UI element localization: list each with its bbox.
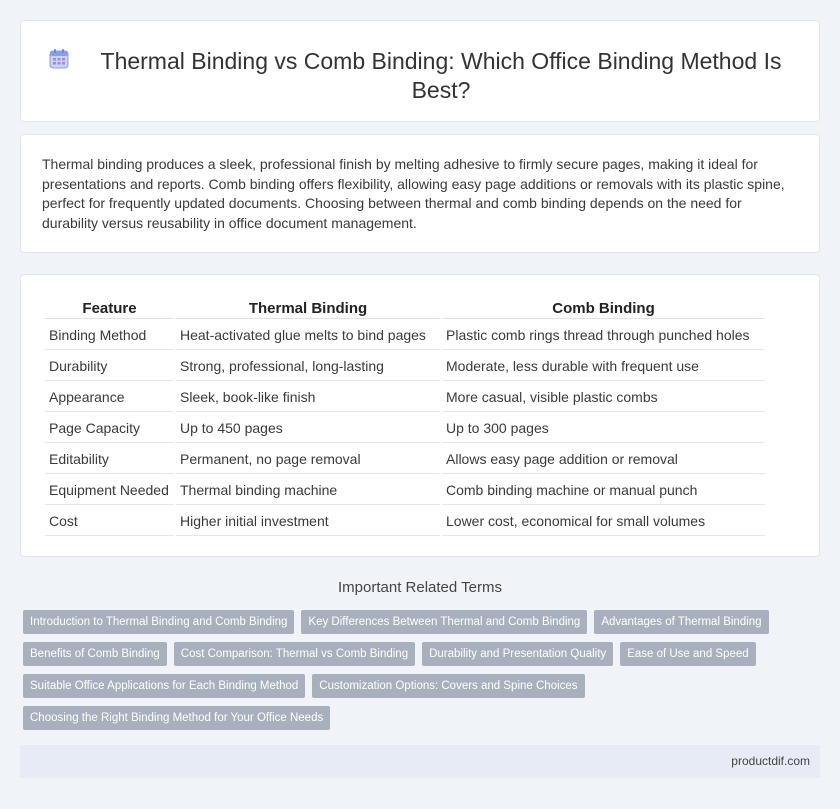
thermal-cell: Heat-activated glue melts to bind pages [176, 321, 440, 350]
page-title: Thermal Binding vs Comb Binding: Which Office Binding Method Is Best? [100, 48, 782, 103]
comb-cell: Lower cost, economical for small volumes [442, 507, 765, 536]
description-card [20, 134, 820, 253]
comb-cell: Up to 300 pages [442, 414, 765, 443]
column-header: Comb Binding [442, 299, 765, 319]
comparison-table [43, 297, 767, 538]
related-terms-tags [23, 610, 813, 738]
tag-row [23, 674, 813, 698]
related-term-tag[interactable]: Cost Comparison: Thermal vs Comb Binding [174, 642, 415, 666]
related-term-tag[interactable]: Ease of Use and Speed [620, 642, 755, 666]
feature-cell: Durability [45, 352, 174, 381]
column-header: Thermal Binding [176, 299, 440, 319]
feature-cell: Page Capacity [45, 414, 174, 443]
comb-cell: Moderate, less durable with frequent use [442, 352, 765, 381]
site-credit: productdif.com [731, 754, 810, 768]
tag-row [23, 706, 813, 730]
thermal-cell: Thermal binding machine [176, 476, 440, 505]
calendar-icon [48, 48, 70, 70]
table-row [45, 383, 765, 412]
related-term-tag[interactable]: Advantages of Thermal Binding [594, 610, 768, 634]
comparison-card [20, 274, 820, 557]
related-term-tag[interactable]: Durability and Presentation Quality [422, 642, 613, 666]
feature-cell: Cost [45, 507, 174, 536]
tag-row [23, 610, 813, 634]
comb-cell: Comb binding machine or manual punch [442, 476, 765, 505]
thermal-cell: Higher initial investment [176, 507, 440, 536]
thermal-cell: Permanent, no page removal [176, 445, 440, 474]
intro-paragraph: Thermal binding produces a sleek, professional finish by melting adhesive to firmly secure pages, making it ideal for presentations and reports. Comb binding offers flexibility, allowing easy page additions or removals with its plastic spine, perfect for frequently updated documents. Choosing between thermal and comb binding depends on the need for durability versus reusability in office document management. [42, 156, 785, 231]
feature-cell: Editability [45, 445, 174, 474]
thermal-cell: Up to 450 pages [176, 414, 440, 443]
related-term-tag[interactable]: Choosing the Right Binding Method for Your Office Needs [23, 706, 330, 730]
thermal-cell: Sleek, book-like finish [176, 383, 440, 412]
comb-cell: Allows easy page addition or removal [442, 445, 765, 474]
related-term-tag[interactable]: Key Differences Between Thermal and Comb Binding [301, 610, 587, 634]
footer [20, 745, 820, 778]
feature-cell: Appearance [45, 383, 174, 412]
feature-cell: Equipment Needed [45, 476, 174, 505]
related-term-tag[interactable]: Introduction to Thermal Binding and Comb Binding [23, 610, 294, 634]
feature-cell: Binding Method [45, 321, 174, 350]
table-row [45, 445, 765, 474]
tag-row [23, 642, 813, 666]
comb-cell: Plastic comb rings thread through punched holes [442, 321, 765, 350]
related-terms-heading: Important Related Terms [338, 579, 502, 596]
related-term-tag[interactable]: Benefits of Comb Binding [23, 642, 167, 666]
table-row [45, 476, 765, 505]
table-row [45, 507, 765, 536]
table-row [45, 321, 765, 350]
column-header: Feature [45, 299, 174, 319]
thermal-cell: Strong, professional, long-lasting [176, 352, 440, 381]
table-row [45, 352, 765, 381]
table-row [45, 414, 765, 443]
title-card [20, 20, 820, 122]
table-header-row [45, 299, 765, 319]
comb-cell: More casual, visible plastic combs [442, 383, 765, 412]
related-term-tag[interactable]: Customization Options: Covers and Spine Choices [312, 674, 584, 698]
related-term-tag[interactable]: Suitable Office Applications for Each Binding Method [23, 674, 305, 698]
